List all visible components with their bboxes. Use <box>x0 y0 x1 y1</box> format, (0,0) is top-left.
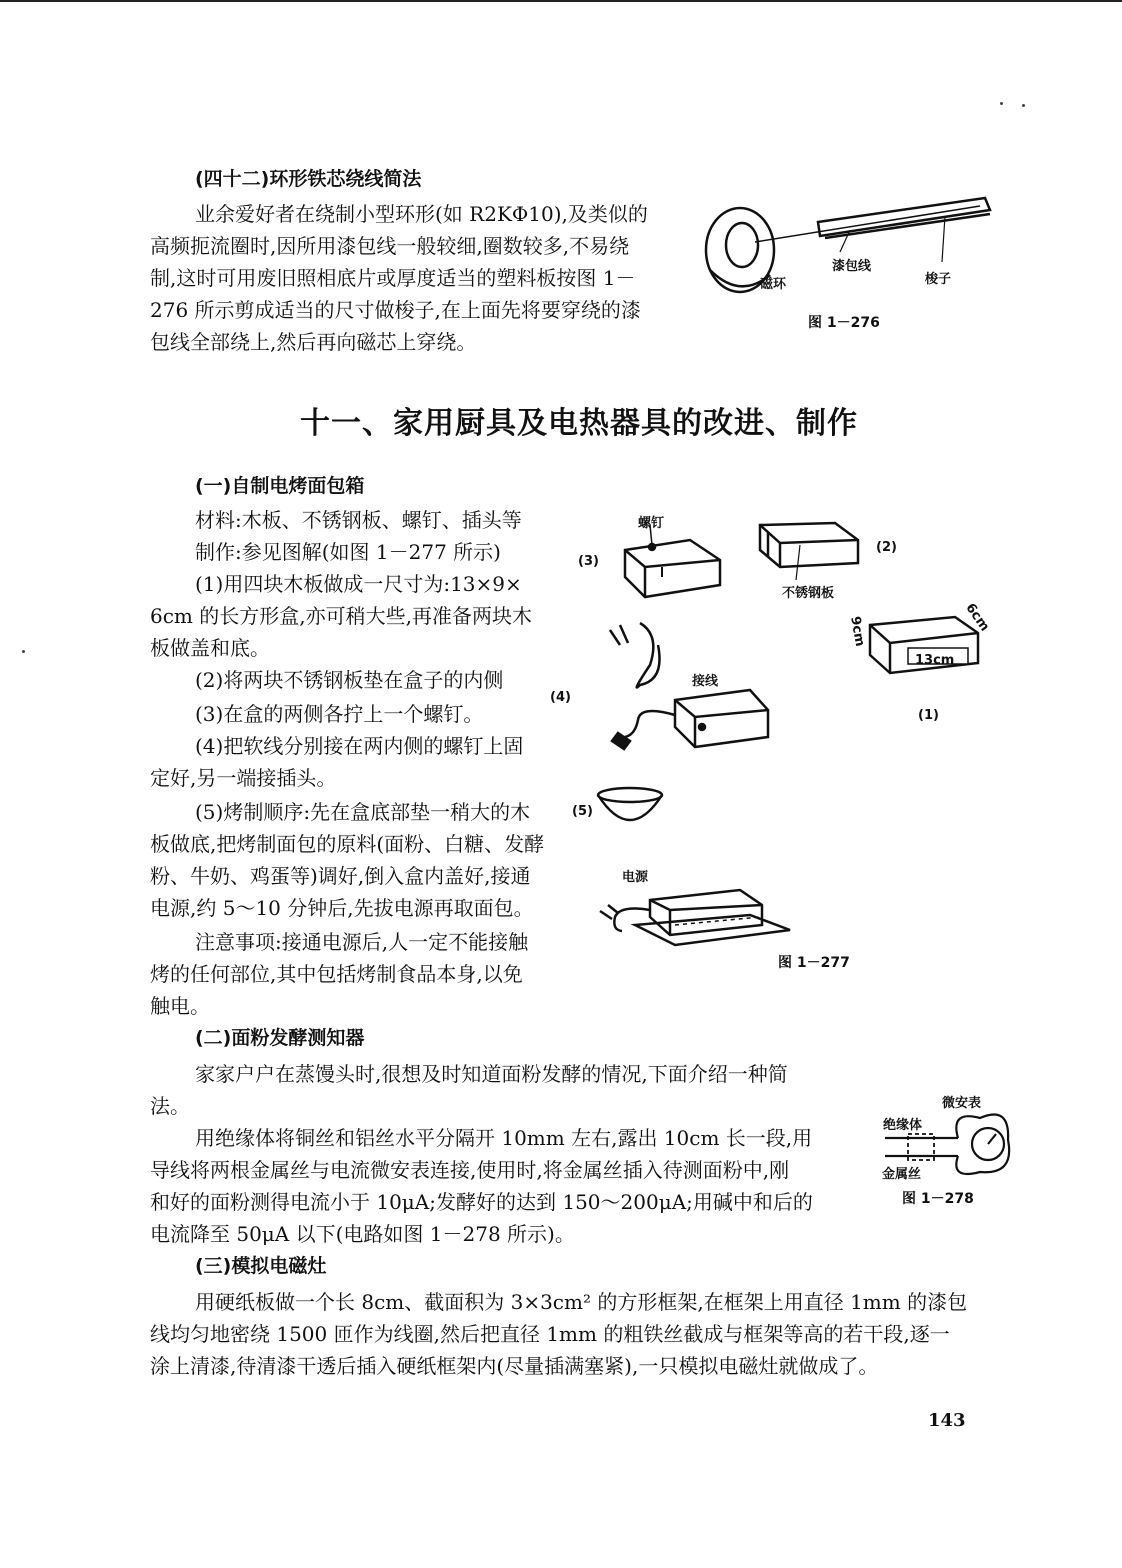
meter-loop <box>956 1114 1009 1174</box>
scan-speck <box>1000 102 1003 105</box>
paragraph-line: 高频扼流圈时,因所用漆包线一般较细,圈数较多,不易绕 <box>150 234 630 258</box>
paragraph-line: 276 所示剪成适当的尺寸做梭子,在上面先将要穿绕的漆 <box>150 298 641 322</box>
paragraph-line: 6cm 的长方形盒,亦可稍大些,再准备两块木 <box>150 604 532 628</box>
paragraph-line: 注意事项:接通电源后,人一定不能接触 <box>195 930 529 954</box>
label-length: 13cm <box>915 653 955 668</box>
label-shuttle: 梭子 <box>925 272 952 287</box>
paragraph-line: 业余爱好者在绕制小型环形(如 R2KΦ10),及类似的 <box>195 202 648 226</box>
paragraph-line: (3)在盒的两侧各拧上一个螺钉。 <box>195 702 484 726</box>
paragraph-line: 涂上清漆,待清漆干透后插入硬纸框架内(尽量插满塞紧),一只模拟电磁灶就做成了。 <box>150 1354 879 1378</box>
figure-caption: 图 1－276 <box>808 315 880 331</box>
paragraph-line: 线均匀地密绕 1500 匝作为线圈,然后把直径 1mm 的粗铁丝截成与框架等高的若干段,逐一 <box>150 1322 950 1346</box>
paragraph-line: 电流降至 50μA 以下(电路如图 1－278 所示)。 <box>150 1222 575 1246</box>
paragraph-line: (5)烤制顺序:先在盒底部垫一稍大的木 <box>195 800 531 824</box>
paragraph-line: 触电。 <box>150 994 210 1018</box>
figure-caption: 图 1－277 <box>778 955 850 971</box>
scan-speck <box>22 650 25 653</box>
label-height: 9cm <box>847 615 868 648</box>
chapter-title: 十一、家用厨具及电热器具的改进、制作 <box>300 406 858 441</box>
label-ring: 磁环 <box>760 277 787 292</box>
scan-top-border <box>0 0 1122 2</box>
box-with-steel-plates-illustration <box>760 523 858 580</box>
paragraph-line: 定好,另一端接插头。 <box>150 766 337 790</box>
section-heading: (四十二)环形铁芯绕线简法 <box>195 168 422 190</box>
label-metal-wire: 金属丝 <box>882 1167 922 1182</box>
paragraph-line: 烤的任何部位,其中包括烤制食品本身,以免 <box>150 962 523 986</box>
shuttle-illustration <box>755 198 990 262</box>
paragraph-line: 制,这时可用废旧照相底片或厚度适当的塑料板按图 1－ <box>150 266 636 290</box>
paragraph-line: (1)用四块木板做成一尺寸为:13×9× <box>195 572 522 596</box>
figure-bread-box <box>590 505 1010 955</box>
step-marker-2: (2) <box>876 540 897 555</box>
label-depth: 6cm <box>962 600 992 635</box>
paragraph-line: 用绝缘体将铜丝和铝丝水平分隔开 10mm 左右,露出 10cm 长一段,用 <box>195 1126 813 1150</box>
page-number: 143 <box>928 1410 966 1431</box>
paragraph-line: 板做盖和底。 <box>150 636 270 660</box>
paragraph-line: 用硬纸板做一个长 8cm、截面积为 3×3cm² 的方形框架,在框架上用直径 1mm 的漆包 <box>195 1290 968 1314</box>
bowl-illustration <box>598 788 662 820</box>
label-wiring: 接线 <box>692 674 719 689</box>
box-with-screw-illustration <box>625 525 720 597</box>
paragraph-line: 制作:参见图解(如图 1－277 所示) <box>195 540 501 564</box>
label-screw: 螺钉 <box>638 516 665 531</box>
step-marker-3: (3) <box>578 554 599 569</box>
label-power: 电源 <box>622 870 649 885</box>
step-marker-4: (4) <box>550 690 571 705</box>
figure-caption: 图 1－278 <box>902 1191 974 1207</box>
paragraph-line: 导线将两根金属丝与电流微安表连接,使用时,将金属丝插入待测面粉中,刚 <box>150 1158 790 1182</box>
paragraph-line: 家家户户在蒸馒头时,很想及时知道面粉发酵的情况,下面介绍一种简 <box>195 1062 788 1086</box>
paragraph-line: (4)把软线分别接在两内侧的螺钉上固 <box>195 734 524 758</box>
paragraph-line: 板做底,把烤制面包的原料(面粉、白糖、发酵 <box>150 832 545 856</box>
step-marker-1: (1) <box>918 708 939 723</box>
section-heading: (一)自制电烤面包箱 <box>195 475 365 497</box>
paragraph-line: 粉、牛奶、鸡蛋等)调好,倒入盒内盖好,接通 <box>150 864 531 888</box>
paragraph-line: (2)将两块不锈钢板垫在盒子的内侧 <box>195 668 504 692</box>
label-steel-plate: 不锈钢板 <box>782 586 835 601</box>
assembled-oven-illustration <box>600 890 790 945</box>
section-heading: (三)模拟电磁灶 <box>195 1255 327 1277</box>
paragraph-line: 材料:木板、不锈钢板、螺钉、插头等 <box>195 508 522 532</box>
plug-wire-box-illustration <box>610 623 768 749</box>
paragraph-line: 包线全部绕上,然后再向磁芯上穿绕。 <box>150 330 477 354</box>
label-insulator: 绝缘体 <box>883 1118 923 1133</box>
paragraph-line: 和好的面粉测得电流小于 10μA;发酵好的达到 150～200μA;用碱中和后的 <box>150 1190 813 1214</box>
step-marker-5: (5) <box>572 804 593 819</box>
section-heading: (二)面粉发酵测知器 <box>195 1027 365 1049</box>
paragraph-line: 法。 <box>150 1094 190 1118</box>
scan-speck <box>1022 104 1025 107</box>
paragraph-line: 电源,约 5～10 分钟后,先拔电源再取面包。 <box>150 896 534 920</box>
label-microammeter: 微安表 <box>942 1096 982 1111</box>
label-wire: 漆包线 <box>832 259 872 274</box>
